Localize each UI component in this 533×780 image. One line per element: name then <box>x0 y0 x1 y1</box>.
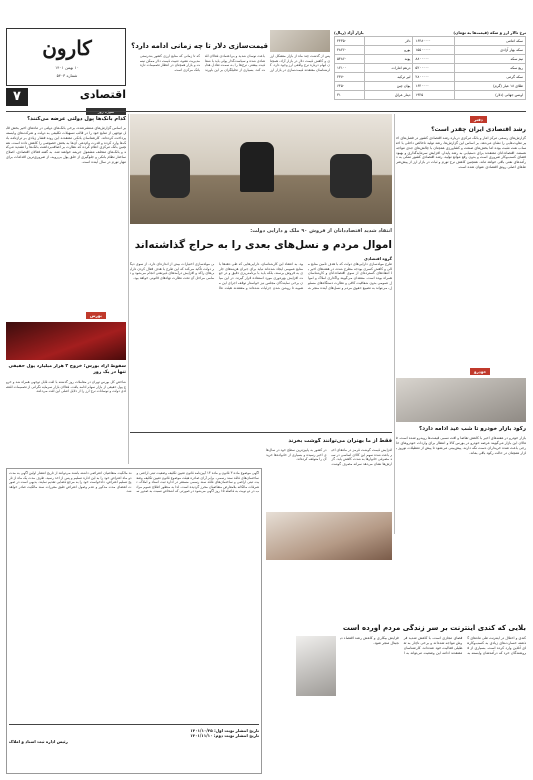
rates-cell: ۱۶۴۸۰۰۰۰ <box>413 37 455 46</box>
notices-signature: رئیس اداره ثبت اسناد و املاک <box>9 738 68 744</box>
rates-table <box>334 30 526 110</box>
masthead <box>6 28 126 86</box>
rates-cell: دلار <box>364 37 413 46</box>
rates-cell: ۲۸۰۰۰۰۰ <box>413 73 455 82</box>
sub-section-label: سوژه روز <box>86 108 126 115</box>
issue-line: شماره ۵۴۰۳ <box>56 73 78 78</box>
rates-cell: سکه بهار آزادی <box>455 46 526 55</box>
bourse-photo <box>6 322 126 360</box>
top-story-body: پس از گذشت چند ماه از بازار متشکل ارزی و کاهش قیمت دلار در بازار آزاد، همچنان ابهام درباره نرخ واقعی ارز وجود دارد. کارشناسان معتقدند قیمت‌سازی در بازار ارز باعث نوسان شدید و بی‌اعتمادی فعالان اقتصادی شده و سیاست‌گذار پولی باید با شفافیت بیشتر، نرخ‌ها را به سمت تعادل هدایت کند. بسیاری از تحلیلگران بر این باورند که تا زمانی که منابع ارزی کشور به‌درستی مدیریت نشود، تثبیت قیمت دلار ممکن نیست و بازار همچنان در انتظار تصمیمات تازه بانک مرکزی است. <box>140 54 330 72</box>
internet-body: کندی و اختلال در اینترنت طی ماه‌های گذشته خسارت‌های زیادی به کسب‌وکارهای آنلاین وارد کرده است. بسیاری از فروشندگان خرد که درآمدشان وابسته به فضای مجازی است، با کاهش شدید فروش مواجه شده‌اند و برخی ناچار به تعطیلی فعالیت خود شده‌اند. کارشناسان معتقدند ادامه این وضعیت می‌تواند به افزایش بیکاری و کاهش رشد اقتصاد دیجیتال منجر شود. <box>340 636 526 655</box>
right-story-headline: رشد اقتصادی ایران چقدر است؟ <box>431 126 526 133</box>
rates-cell: ۵۲۰۰۰۰۰ <box>413 64 455 73</box>
rates-cell: یورو <box>364 46 413 55</box>
date-line: ۱۰ بهمن ۱۴۰۱ <box>55 65 79 70</box>
bourse-body: شاخص کل بورس تهران در معاملات روز گذشته با افت قابل توجهی همراه شد و خروج پول حقیقی از بازار سهام ادامه یافت. فعالان بازار سرمایه نگرانی از تصمیمات اقتصادی دولت و نوسانات نرخ ارز را از دلایل اصلی این افت می‌دانند. <box>6 380 126 394</box>
rates-cell: ربع سکه <box>455 64 526 73</box>
main-story-body: طرح مولدسازی دارایی‌های دولت که با هدف تأمین منابع مالی و کاهش کسری بودجه مطرح شده، در هفته‌های اخیر با انتقادهای گسترده‌ای از سوی اقتصاددانان و کارشناسان همراه بوده است. منتقدان می‌گویند واگذاری املاک و اموال عمومی بدون شفافیت کافی و نظارت دستگاه‌های مسئول، می‌تواند به تضییع حقوق مردم و نسل‌های آینده منجر شود. به اعتقاد این کارشناسان، دارایی‌هایی که طی دهه‌ها با منابع عمومی ایجاد شده‌اند نباید برای جبران هزینه‌های جاری به فروش برسند، بلکه باید با برنامه‌ریزی دقیق و در جهت افزایش بهره‌وری مورد استفاده قرار گیرند. در این میان برخی نمایندگان مجلس نیز خواستار توقف اجرای این مصوبه تا روشن شدن جزئیات شده‌اند و معتقدند هیئت عالی مولدسازی اختیارات بیش از اندازه‌ای دارد. از سوی دیگر دولت تأکید می‌کند که این طرح با هدف فعال کردن دارایی‌های راکد و افزایش درآمدهای غیرنفتی انجام می‌شود و تمامی مراحل آن تحت نظارت نهادهای قانونی خواهد بود. <box>130 262 392 290</box>
column-rule-left <box>128 114 129 464</box>
rates-cell: ۵۴۸۶۰ <box>335 55 365 64</box>
bottom-section-divider <box>130 432 392 433</box>
rates-cell: ۱۵۵۰۰۰۰۰ <box>413 46 455 55</box>
right-story-body: گزارش‌های رسمی مرکز آمار و بانک مرکزی درباره رشد اقتصادی کشور در فصل‌های اخیر تفاوت‌هایی را نشان می‌دهد. بر اساس این گزارش‌ها، رشد تولید ناخالص داخلی با احتساب نفت مثبت بوده اما بخش‌های صنعت و کشاورزی همچنان با چالش‌های جدی مواجه هستند. اقتصاددانان معتقدند برای دستیابی به رشد پایدار، افزایش سرمایه‌گذاری و بهبود فضای کسب‌وکار ضروری است و بدون رفع موانع تولید، رشد اقتصادی کشور متکی به درآمدهای نفتی باقی خواهد ماند. همچنین کاهش نرخ تورم و ثبات در بازار ارز از پیش‌شرط‌های اصلی رونق اقتصادی عنوان شده است. <box>396 136 526 170</box>
auto-body: بازار خودرو در هفته‌های اخیر با کاهش تقاضا و افت نسبی قیمت‌ها روبه‌رو شده است. فعالان این بازار می‌گویند عرضه خودرو در بورس کالا و انتظار برای واردات خودروهای خارجی باعث شده خریداران دست نگه دارند. پیش‌بینی می‌شود تا پیش از تعطیلات نوروز بازار همچنان در حالت رکود باقی بماند. <box>396 436 526 455</box>
notices-date-1: تاریخ انتشار نوبت اول: ۱۴۰۱/۱۰/۲۵ <box>190 728 259 733</box>
rates-cell: ۴۴۳۵۰ <box>335 37 365 46</box>
right-story-tag <box>470 116 487 123</box>
bourse-headline: سقوط آزاد بورس؛ خروج ۲ هزار میلیارد پول حقیقی تنها در یک روز <box>8 364 126 376</box>
rates-row <box>335 55 526 64</box>
rates-cell: نیم سکه <box>455 55 526 64</box>
rates-cell: ۱۶۴۰۰۰۰ <box>413 82 455 91</box>
seated-figure-left <box>150 154 190 198</box>
page-number: ۷ <box>6 88 28 106</box>
meat-headline: فقط از ما بهتران می‌توانند گوشت بخرند <box>288 438 392 444</box>
rates-cell: دینار عراق <box>364 91 413 100</box>
rates-cell: سکه گرمی <box>455 73 526 82</box>
auto-headline: رکود بازار خودرو تا شب عید ادامه دارد؟ <box>419 426 526 432</box>
rates-cell: ۸۸۰۰۰۰۰ <box>413 55 455 64</box>
auto-tag-label: خودرو <box>470 368 490 375</box>
notices-body: آگهی موضوع ماده ۳ قانون و ماده ۱۳ آیین‌نامه قانون تعیین تکلیف وضعیت ثبتی اراضی و ساختمان‌های فاقد سند رسمی. برابر آرای صادره هیئت موضوع قانون تعیین تکلیف وضعیت ثبتی اراضی و ساختمان‌های فاقد سند رسمی مستقر در اداره ثبت اسناد و املاک، تصرفات مالکانه بلامعارض متقاضیان محرز گردیده است. لذا به منظور اطلاع عموم مراتب در دو نوبت به فاصله ۱۵ روز آگهی می‌شود در صورتی که اشخاص نسبت به صدور سند مالکیت متقاضیان اعتراضی داشته باشند می‌توانند از تاریخ انتشار اولین آگهی به مدت دو ماه اعتراض خود را به این اداره تسلیم و پس از اخذ رسید، ظرف مدت یک ماه از تاریخ تسلیم اعتراض، دادخواست خود را به مرجع قضایی تقدیم نمایند. بدیهی است در صورت انقضای مدت مذکور و عدم وصول اعتراض طبق مقررات سند مالکیت صادر خواهد شد. <box>9 471 259 494</box>
bourse-tag-label: بورس <box>86 312 106 319</box>
top-story-photo <box>270 30 330 52</box>
rates-cell: درهم امارات <box>364 64 413 73</box>
rates-header-side: بازار آزاد (ریال) <box>334 30 364 35</box>
rates-cell: ۲۳۷۰ <box>335 73 365 82</box>
rates-row <box>335 37 526 46</box>
main-story-kicker: انتقاد شدید اقتصاددانان از فروش ۹۰ ملک و دارایی دولت: <box>250 228 392 234</box>
rates-cell: طلای ۱۸ عیار (گرم) <box>455 82 526 91</box>
meeting-photo <box>130 114 392 224</box>
meat-photo <box>266 512 392 560</box>
rates-row <box>335 82 526 91</box>
rates-row <box>335 64 526 73</box>
main-story-headline: اموال مردم و نسل‌های بعدی را به حراج گذاشته‌اند <box>134 239 392 251</box>
rates-header-main: نرخ تالار ارز و سکه (قیمت‌ها به تومان) <box>453 30 526 35</box>
newspaper-logo: کارون <box>42 36 92 60</box>
left-story-body: بر اساس گزارش‌های منتشرشده، برخی بانک‌های دولتی در ماه‌های اخیر بخش قابل توجهی از منابع خود را در قالب تسهیلات تکلیفی به دولت و شرکت‌های وابسته پرداخت کرده‌اند. کارشناسان بانکی معتقدند این روند فشار زیادی بر ترازنامه بانک‌ها وارد کرده و قدرت وام‌دهی آن‌ها به بخش خصوصی را کاهش داده است. همچنین بانک مرکزی اعلام کرده که نظارت بر اضافه‌برداشت بانک‌ها را تشدید می‌کند و بانک‌های متخلف مشمول جریمه خواهند شد. به گفته فعالان اقتصادی، اصلاح ساختار نظام بانکی و جلوگیری از خلق پول بی‌رویه، از ضروری‌ترین اقدامات برای مهار تورم در سال آینده است. <box>6 126 126 164</box>
rates-cell: اونس جهانی (دلار) <box>455 91 526 100</box>
right-story-tag-label: دفتر <box>470 116 487 123</box>
rates-cell: ۶۴۵۰ <box>335 82 365 91</box>
rates-cell: لیر ترکیه <box>364 73 413 82</box>
section-title: اقتصادی <box>79 88 126 101</box>
notices-divider <box>9 724 259 725</box>
seated-figure-center <box>240 142 274 192</box>
rates-cell: یوان چین <box>364 82 413 91</box>
rates-cell: ۳۱ <box>335 91 365 100</box>
meat-body: افزایش قیمت گوشت قرمز در ماه‌های اخیر باعث شده سهم این کالای اساسی در سبد مصرفی خانوارها به شدت کاهش یابد. گزارش‌ها نشان می‌دهد سرانه مصرف گوشت در کشور به پایین‌ترین سطح خود در سال‌های اخیر رسیده و بسیاری از خانواده‌ها خرید آن را متوقف کرده‌اند. <box>266 448 392 466</box>
rates-cell: پوند <box>364 55 413 64</box>
top-story-headline: قیمت‌سازی دلار تا چه زمانی ادامه دارد؟ <box>131 42 268 50</box>
internet-headline: بلایی که کندی اینترنت بر سر زندگی مردم آورده است <box>342 624 526 632</box>
column-rule-right <box>394 114 395 534</box>
bourse-tag <box>86 312 106 319</box>
auto-photo <box>396 378 526 422</box>
rates-cell: ۱۲۱۰۰ <box>335 64 365 73</box>
notices-date-2: تاریخ انتشار نوبت دوم: ۱۴۰۱/۱۱/۱۰ <box>190 733 259 739</box>
auto-tag <box>470 368 490 375</box>
masthead-divider <box>6 111 526 112</box>
rates-cell: ۴۸۲۶۰ <box>335 46 365 55</box>
rates-row <box>335 91 526 100</box>
left-story-headline: کدام بانک‌ها پول دولتی عرضه می‌کنند؟ <box>27 116 126 122</box>
rates-row <box>335 46 526 55</box>
rates-cell: سکه امامی <box>455 37 526 46</box>
rates-row <box>335 73 526 82</box>
legal-notices <box>6 468 262 774</box>
main-story-byline: گروه اقتصادی <box>364 256 392 261</box>
rates-grid <box>334 36 526 100</box>
internet-photo <box>296 636 336 696</box>
rates-cell: ۱۹۲۵ <box>413 91 455 100</box>
seated-figure-right <box>330 154 372 198</box>
